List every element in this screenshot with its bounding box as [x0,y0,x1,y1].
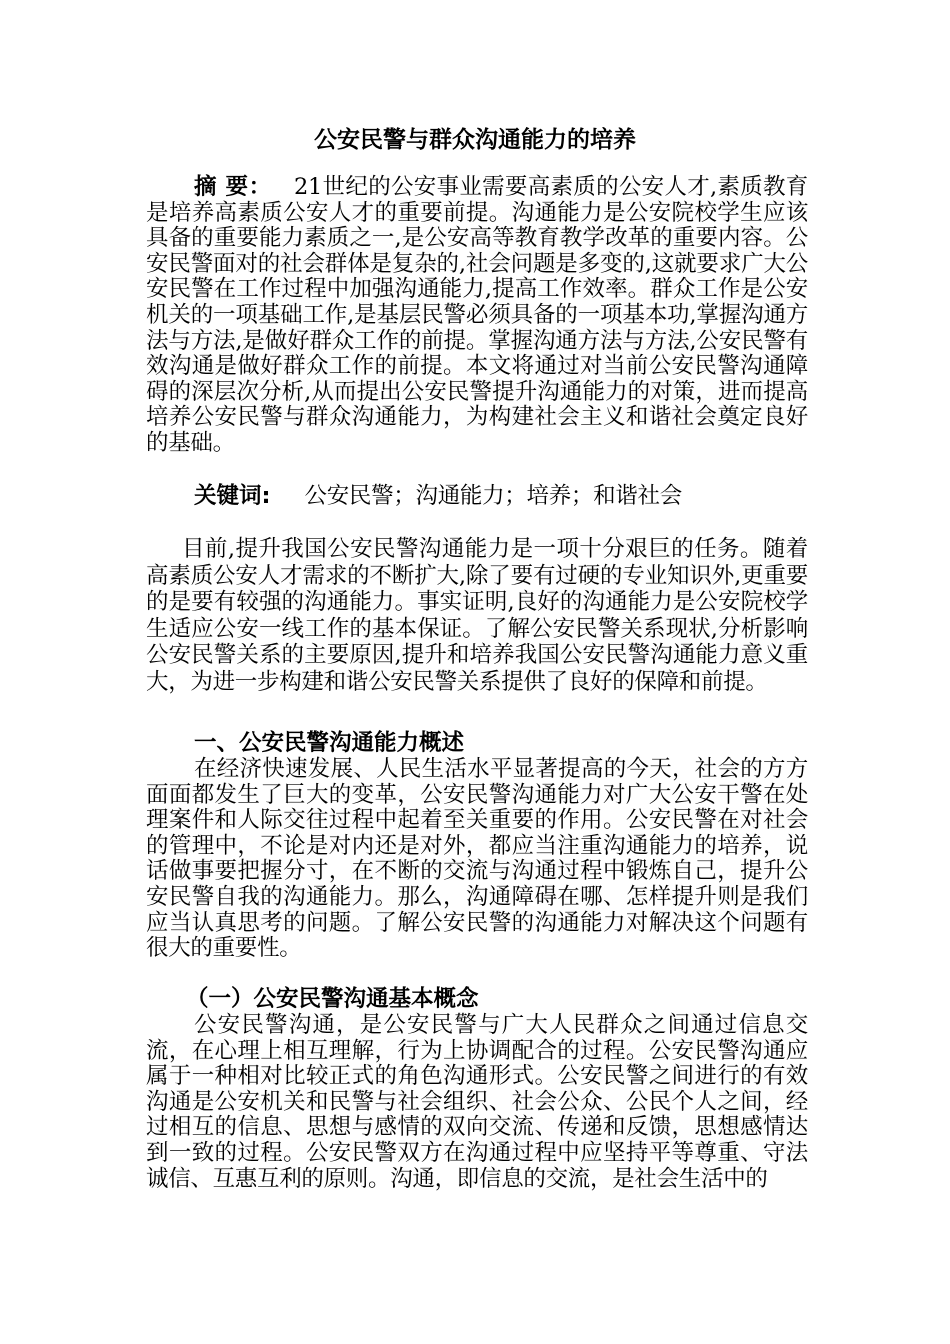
keywords-label: 关键词: [194,483,271,509]
subsection-heading: （一）公安民警沟通基本概念 [186,986,479,1012]
keywords-text: 公安民警；沟通能力；培养；和谐社会 [304,483,682,509]
keywords-paragraph [146,484,808,510]
abstract-label: 摘 要： [194,174,272,200]
document-title: 公安民警与群众沟通能力的培养 [314,127,636,153]
section-heading: 一、公安民警沟通能力概述 [194,730,465,756]
abstract-paragraph [146,175,808,457]
section-paragraph: 在经济快速发展、人民生活水平显著提高的今天，社会的方方面面都发生了巨大的变革，公安民警沟通能力对广大公安干警在处理案件和人际交往过程中起着至关重要的作用。公安民警在对社会的管理中，不论是对内还是对外，都应当注重沟通能力的培养，说话做事要把握分寸，在不断的交流与沟通过程中锻炼自己，提升公安民警自我的沟通能力。那么，沟通障碍在哪、怎样提升则是我们应当认真思考的问题。了解公安民警的沟通能力对解决这个问题有很大的重要性。 [146,756,808,962]
abstract-text: 21世纪的公安事业需要高素质的公安人才,素质教育是培养高素质公安人才的重要前提。沟通能力是公安院校学生应该具备的重要能力素质之一,是公安高等教育教学改革的重要内容。公安民警面对的社会群体是复杂的,社会问题是多变的,这就要求广大公安民警在工作过程中加强沟通能力,提高工作效率。群众工作是公安机关的一项基础工作,是基层民警必须具备的一项基本功,掌握沟通方法与方法,是做好群众工作的前提。掌握沟通方法与方法,公安民警有效沟通是做好群众工作的前提。本文将通过对当前公安民警沟通障碍的深层次分析,从而提出公安民警提升沟通能力的对策，进而提高培养公安民警与群众沟通能力，为构建社会主义和谐社会奠定良好的基础。 [146,174,808,456]
intro-paragraph: 目前,提升我国公安民警沟通能力是一项十分艰巨的任务。随着高素质公安人才需求的不断扩大,除了要有过硬的专业知识外,更重要的是要有较强的沟通能力。事实证明,良好的沟通能力是公安院校学生适应公安一线工作的基本保证。了解公安民警关系现状,分析影响公安民警关系的主要原因,提升和培养我国公安民警沟通能力意义重大，为进一步构建和谐公安民警关系提供了良好的保障和前提。 [146,536,808,695]
subsection-paragraph: 公安民警沟通，是公安民警与广大人民群众之间通过信息交流，在心理上相互理解，行为上协调配合的过程。公安民警沟通应属于一种相对比较正式的角色沟通形式。公安民警之间进行的有效沟通是公安机关和民警与社会组织、社会公众、公民个人之间，经过相互的信息、思想与感情的双向交流、传递和反馈，思想感情达到一致的过程。公安民警双方在沟通过程中应坚持平等尊重、守法诚信、互惠互利的原则。沟通，即信息的交流，是社会生活中的 [146,1012,808,1192]
